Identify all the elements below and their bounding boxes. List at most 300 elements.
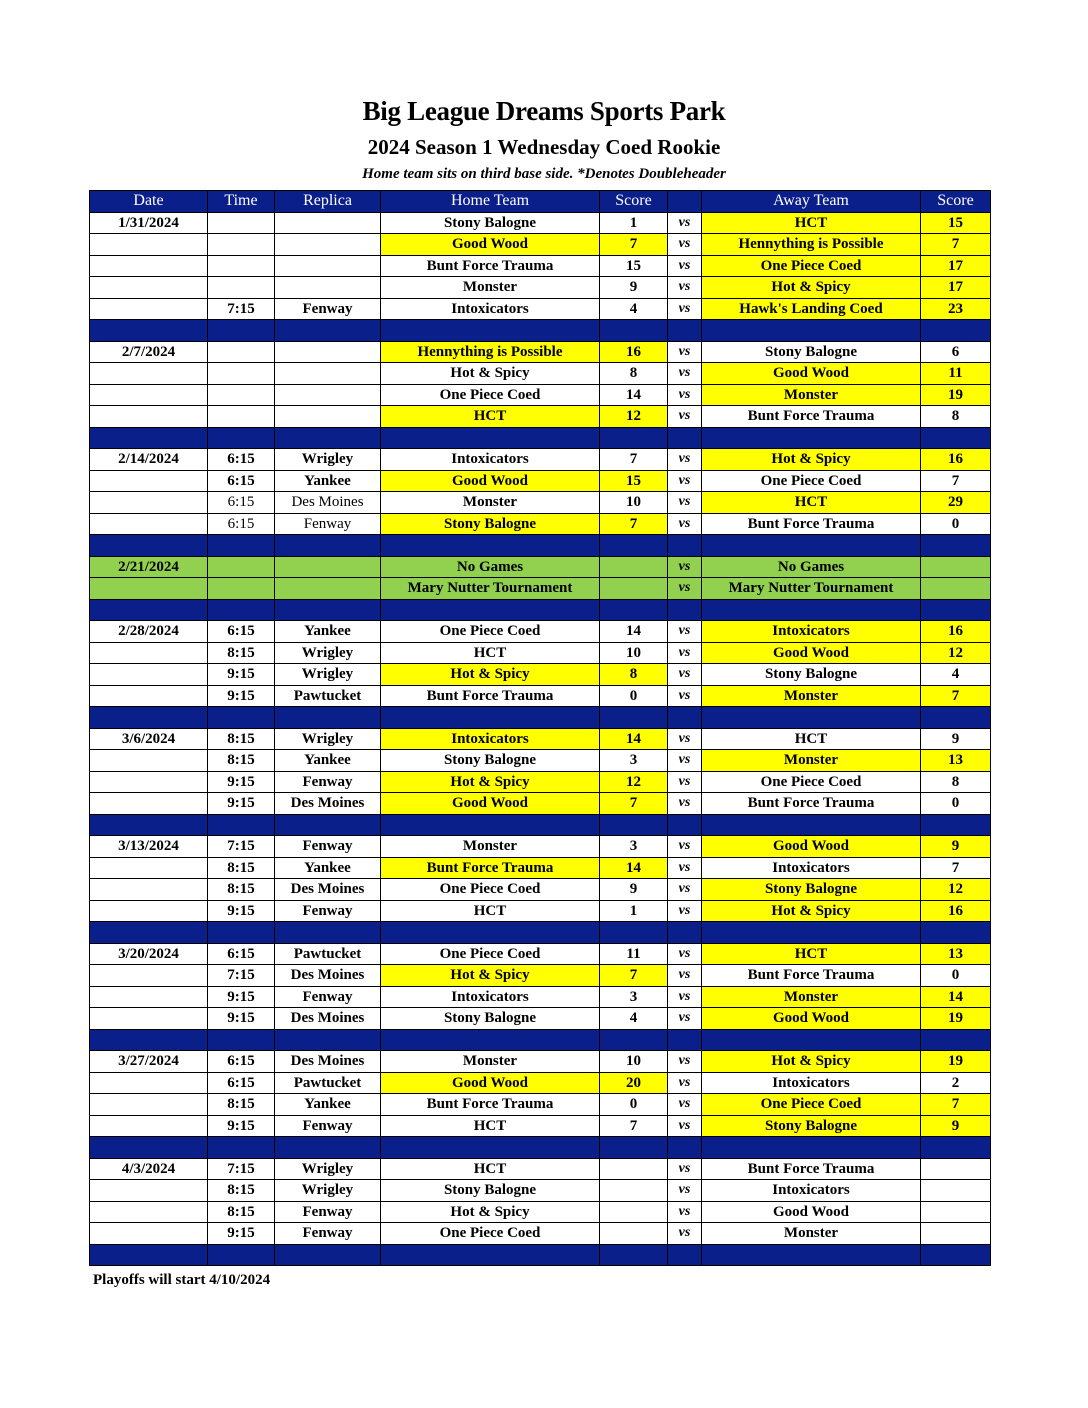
game-row [90,728,991,750]
away-team: Stony Balogne [702,664,921,686]
vs-label: vs [668,900,702,922]
game-time: 6:15 [208,449,275,471]
away-score [921,1223,991,1245]
away-team: Hot & Spicy [702,277,921,299]
home-score: 9 [600,879,668,901]
home-team: Stony Balogne [381,513,600,535]
game-date [90,578,208,600]
away-score: 0 [921,513,991,535]
game-date [90,900,208,922]
separator-cell [381,535,600,557]
home-score: 15 [600,255,668,277]
home-score: 7 [600,234,668,256]
game-field: Wrigley [275,642,381,664]
away-team: HCT [702,943,921,965]
away-team: Good Wood [702,1201,921,1223]
away-score: 15 [921,212,991,234]
away-score: 9 [921,1115,991,1137]
away-team: Bunt Force Trauma [702,793,921,815]
game-row [90,1094,991,1116]
separator-cell [381,320,600,342]
home-score: 12 [600,406,668,428]
home-team: Bunt Force Trauma [381,857,600,879]
game-row [90,621,991,643]
home-team: Hot & Spicy [381,1201,600,1223]
game-date [90,363,208,385]
game-time: 9:15 [208,793,275,815]
away-score: 13 [921,750,991,772]
home-team: HCT [381,1115,600,1137]
separator-cell [90,922,208,944]
vs-label: vs [668,234,702,256]
game-row [90,642,991,664]
header-row [90,191,991,213]
separator-cell [921,814,991,836]
away-score: 12 [921,879,991,901]
separator-cell [90,427,208,449]
separator-cell [921,707,991,729]
vs-label: vs [668,879,702,901]
home-team: One Piece Coed [381,384,600,406]
schedule-body [90,212,991,1266]
page-title: Big League Dreams Sports Park [362,96,726,126]
game-time: 9:15 [208,1008,275,1030]
separator-cell [600,707,668,729]
away-score [921,578,991,600]
away-score: 16 [921,900,991,922]
game-date [90,1223,208,1245]
vs-label: vs [668,836,702,858]
game-date: 4/3/2024 [90,1158,208,1180]
game-row [90,492,991,514]
vs-label: vs [668,578,702,600]
vs-label: vs [668,750,702,772]
game-time [208,556,275,578]
game-row [90,857,991,879]
game-time [208,277,275,299]
home-team: Hot & Spicy [381,363,600,385]
home-team: Mary Nutter Tournament [381,578,600,600]
game-time: 7:15 [208,1158,275,1180]
vs-label: vs [668,1201,702,1223]
separator-cell [702,427,921,449]
game-date [90,857,208,879]
separator-cell [702,1029,921,1051]
home-score: 10 [600,1051,668,1073]
game-date [90,642,208,664]
week-separator [90,707,991,729]
home-score: 12 [600,771,668,793]
game-row [90,212,991,234]
game-time: 8:15 [208,750,275,772]
game-date: 2/21/2024 [90,556,208,578]
home-score: 3 [600,750,668,772]
separator-cell [921,320,991,342]
home-team: HCT [381,642,600,664]
separator-cell [208,707,275,729]
vs-label: vs [668,986,702,1008]
home-team: One Piece Coed [381,621,600,643]
game-time: 8:15 [208,857,275,879]
game-row [90,1201,991,1223]
vs-label: vs [668,943,702,965]
game-row [90,1115,991,1137]
home-team: Stony Balogne [381,212,600,234]
game-row [90,406,991,428]
separator-cell [208,535,275,557]
home-score: 10 [600,492,668,514]
away-team: Stony Balogne [702,341,921,363]
game-date [90,470,208,492]
away-score: 7 [921,857,991,879]
game-row [90,513,991,535]
game-date [90,492,208,514]
game-date [90,298,208,320]
away-score: 9 [921,728,991,750]
game-field: Yankee [275,470,381,492]
home-team: Bunt Force Trauma [381,685,600,707]
separator-cell [381,427,600,449]
week-separator [90,599,991,621]
game-time: 9:15 [208,1223,275,1245]
vs-label: vs [668,470,702,492]
home-score: 9 [600,277,668,299]
game-row [90,1223,991,1245]
game-time: 9:15 [208,900,275,922]
game-date: 3/20/2024 [90,943,208,965]
game-field: Wrigley [275,1158,381,1180]
away-team: One Piece Coed [702,771,921,793]
home-score: 14 [600,621,668,643]
home-score: 1 [600,900,668,922]
away-score: 7 [921,1094,991,1116]
home-team: HCT [381,406,600,428]
away-score: 2 [921,1072,991,1094]
separator-cell [275,707,381,729]
vs-label: vs [668,341,702,363]
game-date: 3/13/2024 [90,836,208,858]
separator-cell [600,1244,668,1266]
vs-label: vs [668,1223,702,1245]
away-team: Intoxicators [702,857,921,879]
separator-cell [921,1029,991,1051]
away-team: No Games [702,556,921,578]
separator-cell [381,922,600,944]
away-team: Intoxicators [702,1072,921,1094]
game-field [275,277,381,299]
separator-cell [668,1244,702,1266]
game-time [208,255,275,277]
game-date: 3/27/2024 [90,1051,208,1073]
away-team: Monster [702,384,921,406]
game-field: Fenway [275,986,381,1008]
game-field: Des Moines [275,492,381,514]
away-score: 12 [921,642,991,664]
home-score: 3 [600,836,668,858]
col-replica-header: Replica [275,191,381,213]
vs-label: vs [668,406,702,428]
separator-cell [921,535,991,557]
home-team: Hennything is Possible [381,341,600,363]
home-score [600,1180,668,1202]
away-team: Monster [702,986,921,1008]
away-score [921,1180,991,1202]
game-date [90,1072,208,1094]
game-row [90,277,991,299]
away-score: 19 [921,1051,991,1073]
game-row [90,384,991,406]
game-time: 6:15 [208,470,275,492]
game-date [90,685,208,707]
game-field: Fenway [275,900,381,922]
game-row [90,943,991,965]
separator-cell [208,922,275,944]
away-team: Good Wood [702,363,921,385]
home-score: 14 [600,384,668,406]
game-date [90,1115,208,1137]
separator-cell [668,535,702,557]
away-score: 16 [921,621,991,643]
game-row [90,685,991,707]
vs-label: vs [668,449,702,471]
vs-label: vs [668,1008,702,1030]
separator-cell [208,599,275,621]
home-score [600,1223,668,1245]
game-time: 6:15 [208,943,275,965]
game-time [208,234,275,256]
game-time: 8:15 [208,642,275,664]
away-score: 13 [921,943,991,965]
week-separator [90,922,991,944]
game-row [90,1180,991,1202]
separator-cell [275,1029,381,1051]
vs-label: vs [668,664,702,686]
separator-cell [90,535,208,557]
separator-cell [381,1244,600,1266]
week-separator [90,1137,991,1159]
home-score: 7 [600,1115,668,1137]
home-score: 8 [600,363,668,385]
vs-label: vs [668,771,702,793]
vs-label: vs [668,793,702,815]
game-date [90,406,208,428]
away-team: Bunt Force Trauma [702,513,921,535]
separator-cell [275,814,381,836]
col-date-header: Date [90,191,208,213]
game-row [90,1158,991,1180]
game-field [275,556,381,578]
home-score: 10 [600,642,668,664]
game-date [90,255,208,277]
game-time [208,212,275,234]
vs-label: vs [668,212,702,234]
separator-cell [90,320,208,342]
home-team: One Piece Coed [381,1223,600,1245]
vs-label: vs [668,556,702,578]
home-score: 7 [600,449,668,471]
game-field: Pawtucket [275,1072,381,1094]
away-score [921,1201,991,1223]
schedule-table [89,190,991,1266]
week-separator [90,814,991,836]
game-row [90,986,991,1008]
away-team: Good Wood [702,836,921,858]
home-team: One Piece Coed [381,943,600,965]
separator-cell [275,599,381,621]
home-team: Intoxicators [381,728,600,750]
game-time [208,363,275,385]
game-date [90,1201,208,1223]
away-score: 19 [921,384,991,406]
game-row [90,664,991,686]
separator-cell [90,599,208,621]
home-team: Bunt Force Trauma [381,255,600,277]
home-score: 0 [600,685,668,707]
separator-cell [702,1244,921,1266]
away-score [921,1158,991,1180]
away-team: Mary Nutter Tournament [702,578,921,600]
game-time: 9:15 [208,664,275,686]
separator-cell [600,427,668,449]
away-score: 6 [921,341,991,363]
game-field: Yankee [275,621,381,643]
game-row [90,965,991,987]
separator-cell [668,922,702,944]
vs-label: vs [668,513,702,535]
game-field: Wrigley [275,1180,381,1202]
game-date [90,234,208,256]
separator-cell [600,599,668,621]
game-date [90,750,208,772]
game-field [275,234,381,256]
away-score: 17 [921,277,991,299]
vs-label: vs [668,1158,702,1180]
separator-cell [668,814,702,836]
home-score: 0 [600,1094,668,1116]
separator-cell [275,427,381,449]
game-time: 7:15 [208,836,275,858]
game-field: Des Moines [275,879,381,901]
home-score: 14 [600,728,668,750]
game-row [90,793,991,815]
separator-cell [600,1137,668,1159]
game-row [90,470,991,492]
away-team: Stony Balogne [702,1115,921,1137]
separator-cell [921,1244,991,1266]
col-away-team-header: Away Team [702,191,921,213]
away-score: 17 [921,255,991,277]
separator-cell [90,707,208,729]
away-team: Monster [702,750,921,772]
vs-label: vs [668,642,702,664]
game-date [90,1008,208,1030]
separator-cell [702,320,921,342]
home-team: Stony Balogne [381,1008,600,1030]
separator-cell [208,1137,275,1159]
game-date [90,384,208,406]
week-separator [90,1244,991,1266]
col-home-team-header: Home Team [381,191,600,213]
game-field: Yankee [275,1094,381,1116]
away-score: 7 [921,234,991,256]
game-field: Des Moines [275,1051,381,1073]
home-score [600,1158,668,1180]
game-time: 9:15 [208,685,275,707]
separator-cell [208,320,275,342]
week-separator [90,427,991,449]
away-team: Good Wood [702,1008,921,1030]
game-field: Fenway [275,836,381,858]
home-team: Monster [381,1051,600,1073]
separator-cell [90,1029,208,1051]
game-row [90,1008,991,1030]
home-team: Hot & Spicy [381,965,600,987]
game-date [90,513,208,535]
game-field: Fenway [275,1223,381,1245]
game-field [275,341,381,363]
separator-cell [381,1029,600,1051]
separator-cell [702,535,921,557]
home-score: 3 [600,986,668,1008]
game-field: Wrigley [275,664,381,686]
home-team: Monster [381,492,600,514]
game-time [208,578,275,600]
game-field: Fenway [275,1115,381,1137]
col-time-header: Time [208,191,275,213]
separator-cell [208,427,275,449]
game-time: 9:15 [208,986,275,1008]
separator-cell [921,922,991,944]
game-date [90,986,208,1008]
separator-cell [668,1137,702,1159]
home-team: No Games [381,556,600,578]
game-time: 9:15 [208,1115,275,1137]
game-date [90,965,208,987]
home-score: 1 [600,212,668,234]
home-score: 4 [600,298,668,320]
home-score: 7 [600,793,668,815]
separator-cell [600,535,668,557]
game-date [90,879,208,901]
away-score: 0 [921,965,991,987]
home-score: 8 [600,664,668,686]
away-score: 4 [921,664,991,686]
separator-cell [668,427,702,449]
game-date: 3/6/2024 [90,728,208,750]
home-team: Good Wood [381,793,600,815]
separator-cell [275,320,381,342]
game-field: Des Moines [275,793,381,815]
vs-label: vs [668,384,702,406]
away-team: Stony Balogne [702,879,921,901]
away-team: Hot & Spicy [702,1051,921,1073]
game-field: Wrigley [275,449,381,471]
away-score: 19 [921,1008,991,1030]
game-time: 8:15 [208,728,275,750]
game-field: Fenway [275,298,381,320]
game-time: 8:15 [208,1094,275,1116]
separator-cell [668,1029,702,1051]
col-home-score-header: Score [600,191,668,213]
game-field [275,255,381,277]
game-field: Pawtucket [275,943,381,965]
away-score: 23 [921,298,991,320]
away-score: 7 [921,470,991,492]
vs-label: vs [668,1180,702,1202]
vs-label: vs [668,298,702,320]
game-time: 7:15 [208,965,275,987]
separator-cell [208,814,275,836]
